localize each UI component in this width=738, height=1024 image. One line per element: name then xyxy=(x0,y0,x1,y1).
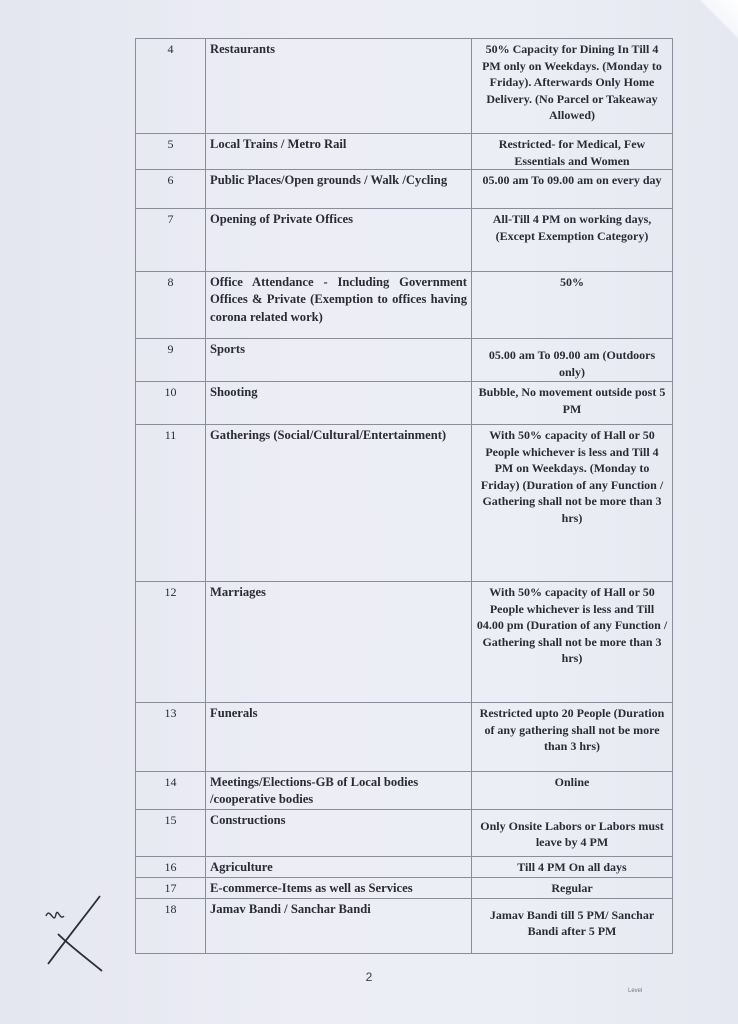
row-number: 10 xyxy=(136,382,206,425)
table-row xyxy=(136,856,673,877)
row-number: 8 xyxy=(136,272,206,339)
corner-mark: Level xyxy=(628,988,643,994)
rule-cell: Restricted- for Medical, Few Essentials and Women xyxy=(472,134,673,170)
table-row xyxy=(136,898,673,953)
table-row xyxy=(136,134,673,170)
row-number: 17 xyxy=(136,877,206,898)
rule-cell: Online xyxy=(472,772,673,810)
table-row xyxy=(136,382,673,425)
activity-cell: Restaurants xyxy=(206,39,472,134)
signature-icon xyxy=(40,886,110,976)
rule-cell: Only Onsite Labors or Labors must leave by 4 PM xyxy=(472,809,673,856)
activity-cell: Gatherings (Social/Cultural/Entertainment) xyxy=(206,425,472,582)
activity-cell: Local Trains / Metro Rail xyxy=(206,134,472,170)
activity-cell: Funerals xyxy=(206,703,472,772)
row-number: 15 xyxy=(136,809,206,856)
activity-cell: Office Attendance - Including Government Offices & Private (Exemption to offices having corona related work) xyxy=(206,272,472,339)
page-number: 2 xyxy=(365,970,373,984)
page-corner xyxy=(698,0,738,40)
rule-cell: Regular xyxy=(472,877,673,898)
rule-cell: Bubble, No movement outside post 5 PM xyxy=(472,382,673,425)
activity-cell: Constructions xyxy=(206,809,472,856)
rule-cell: 05.00 am To 09.00 am (Outdoors only) xyxy=(472,339,673,382)
row-number: 7 xyxy=(136,209,206,272)
activity-cell: Meetings/Elections-GB of Local bodies /cooperative bodies xyxy=(206,772,472,810)
activity-cell: Shooting xyxy=(206,382,472,425)
rule-cell: All-Till 4 PM on working days, (Except Exemption Category) xyxy=(472,209,673,272)
table-row xyxy=(136,809,673,856)
row-number: 6 xyxy=(136,170,206,209)
row-number: 4 xyxy=(136,39,206,134)
table-row xyxy=(136,425,673,582)
row-number: 18 xyxy=(136,898,206,953)
table-row xyxy=(136,339,673,382)
rule-cell: Restricted upto 20 People (Duration of any gathering shall not be more than 3 hrs) xyxy=(472,703,673,772)
restrictions-table xyxy=(135,38,673,954)
rule-cell: 05.00 am To 09.00 am on every day xyxy=(472,170,673,209)
activity-cell: Sports xyxy=(206,339,472,382)
row-number: 16 xyxy=(136,856,206,877)
table-row xyxy=(136,39,673,134)
table-row xyxy=(136,272,673,339)
activity-cell: Agriculture xyxy=(206,856,472,877)
rule-cell: Till 4 PM On all days xyxy=(472,856,673,877)
row-number: 12 xyxy=(136,582,206,703)
row-number: 14 xyxy=(136,772,206,810)
table-row xyxy=(136,209,673,272)
row-number: 5 xyxy=(136,134,206,170)
table-row xyxy=(136,703,673,772)
rule-cell: With 50% capacity of Hall or 50 People whichever is less and Till 4 PM on Weekdays. (Monday to Friday) (Duration of any Function / Gathering shall not be more than 3 hrs) xyxy=(472,425,673,582)
activity-cell: Opening of Private Offices xyxy=(206,209,472,272)
rule-cell: Jamav Bandi till 5 PM/ Sanchar Bandi after 5 PM xyxy=(472,898,673,953)
table-row xyxy=(136,170,673,209)
row-number: 13 xyxy=(136,703,206,772)
activity-cell: Marriages xyxy=(206,582,472,703)
rule-cell: 50% Capacity for Dining In Till 4 PM only on Weekdays. (Monday to Friday). Afterwards Only Home Delivery. (No Parcel or Takeaway Allowed) xyxy=(472,39,673,134)
table-row xyxy=(136,877,673,898)
activity-cell: Jamav Bandi / Sanchar Bandi xyxy=(206,898,472,953)
rule-cell: With 50% capacity of Hall or 50 People whichever is less and Till 04.00 pm (Duration of any Function / Gathering shall not be more than 3 hrs) xyxy=(472,582,673,703)
activity-cell: Public Places/Open grounds / Walk /Cycling xyxy=(206,170,472,209)
activity-cell: E-commerce-Items as well as Services xyxy=(206,877,472,898)
rule-cell: 50% xyxy=(472,272,673,339)
row-number: 11 xyxy=(136,425,206,582)
table-row xyxy=(136,582,673,703)
row-number: 9 xyxy=(136,339,206,382)
table-row xyxy=(136,772,673,810)
